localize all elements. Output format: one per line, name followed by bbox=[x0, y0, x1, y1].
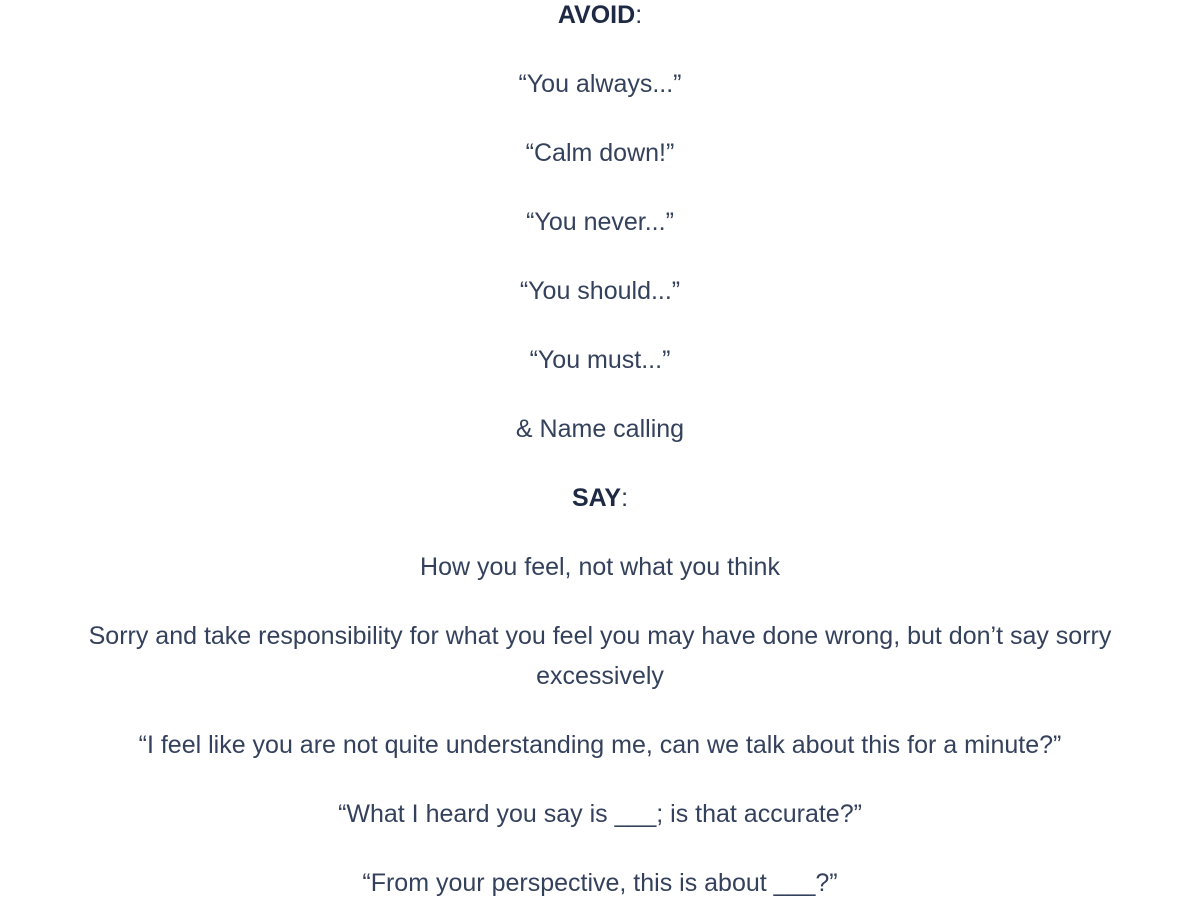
avoid-item-you-must: “You must...” bbox=[529, 346, 671, 374]
section-heading-avoid bbox=[80, 0, 1120, 35]
say-item-from-your-perspective: “From your perspective, this is about ___?” bbox=[362, 869, 838, 897]
avoid-item-you-never: “You never...” bbox=[526, 208, 674, 236]
say-item-sorry-responsibility: Sorry and take responsibility for what you feel you may have done wrong, but don’t say sorry excessively bbox=[88, 622, 1112, 690]
say-item-what-i-heard: “What I heard you say is ___; is that accurate?” bbox=[338, 800, 862, 828]
section-heading-say bbox=[80, 478, 1120, 518]
avoid-item-you-should: “You should...” bbox=[519, 277, 681, 305]
avoid-item-name-calling: & Name calling bbox=[515, 415, 685, 443]
say-item-not-understanding: “I feel like you are not quite understanding me, can we talk about this for a minute?” bbox=[138, 731, 1062, 759]
avoid-heading-colon: : bbox=[635, 1, 643, 29]
avoid-item-calm-down: “Calm down!” bbox=[525, 139, 675, 167]
article-content bbox=[80, 0, 1120, 903]
avoid-heading-text: AVOID bbox=[557, 1, 636, 29]
avoid-item-you-always: “You always...” bbox=[518, 70, 682, 98]
say-heading-colon: : bbox=[621, 484, 629, 512]
say-heading-text: SAY bbox=[571, 484, 622, 512]
say-item-how-you-feel: How you feel, not what you think bbox=[420, 553, 780, 581]
